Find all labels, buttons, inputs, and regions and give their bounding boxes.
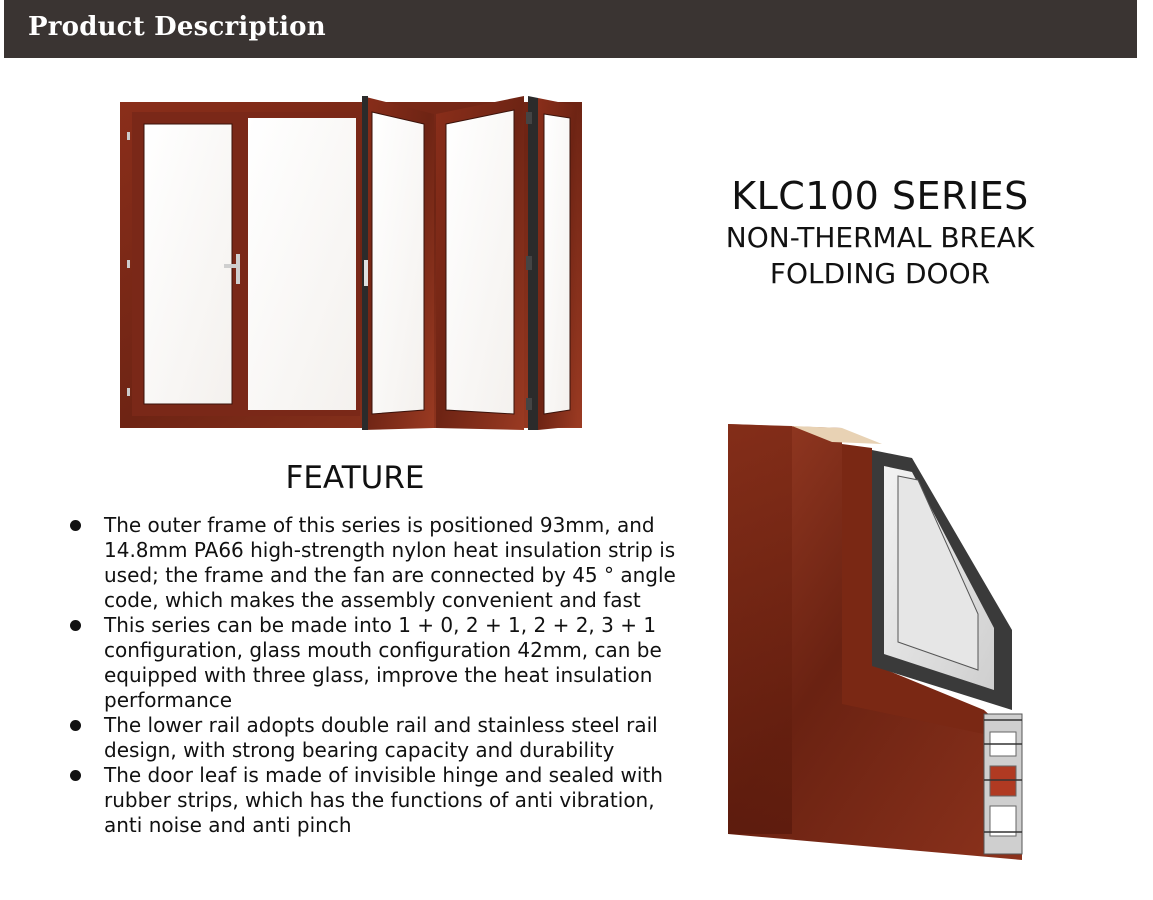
feature-text: The lower rail adopts double rail and stainless steel rail design, with strong bearing capacity and durability xyxy=(104,713,658,762)
feature-text: The outer frame of this series is positioned 93mm, and 14.8mm PA66 high-strength nylon heat insulation strip is used; the frame and the fan are connected by 45 ° angle code, which makes the assembly convenient and fast xyxy=(104,513,676,612)
feature-text: The door leaf is made of invisible hinge and sealed with rubber strips, which has the functions of anti vibration, anti noise and anti pinch xyxy=(104,763,663,837)
series-block xyxy=(690,172,1070,292)
feature-title: FEATURE xyxy=(285,460,425,496)
feature-item xyxy=(66,713,676,763)
feature-item xyxy=(66,513,676,613)
frame-profile-section-image xyxy=(722,414,1042,864)
series-subtitle-1: NON-THERMAL BREAK xyxy=(725,221,1035,254)
bullet-icon xyxy=(70,720,81,731)
bullet-icon xyxy=(70,770,81,781)
feature-item xyxy=(66,613,676,713)
feature-list xyxy=(66,513,676,838)
series-title: KLC100 SERIES xyxy=(731,174,1029,218)
feature-item xyxy=(66,763,676,838)
series-subtitle-2: FOLDING DOOR xyxy=(769,257,991,290)
bullet-icon xyxy=(70,620,81,631)
page-title: Product Description xyxy=(28,12,326,42)
folding-door-image xyxy=(118,92,588,432)
header-bar xyxy=(4,0,1137,58)
feature-text: This series can be made into 1 + 0, 2 + 1, 2 + 2, 3 + 1 configuration, glass mouth configuration 42mm, can be equipped with three glass, improve the heat insulation performance xyxy=(104,613,662,712)
bullet-icon xyxy=(70,520,81,531)
